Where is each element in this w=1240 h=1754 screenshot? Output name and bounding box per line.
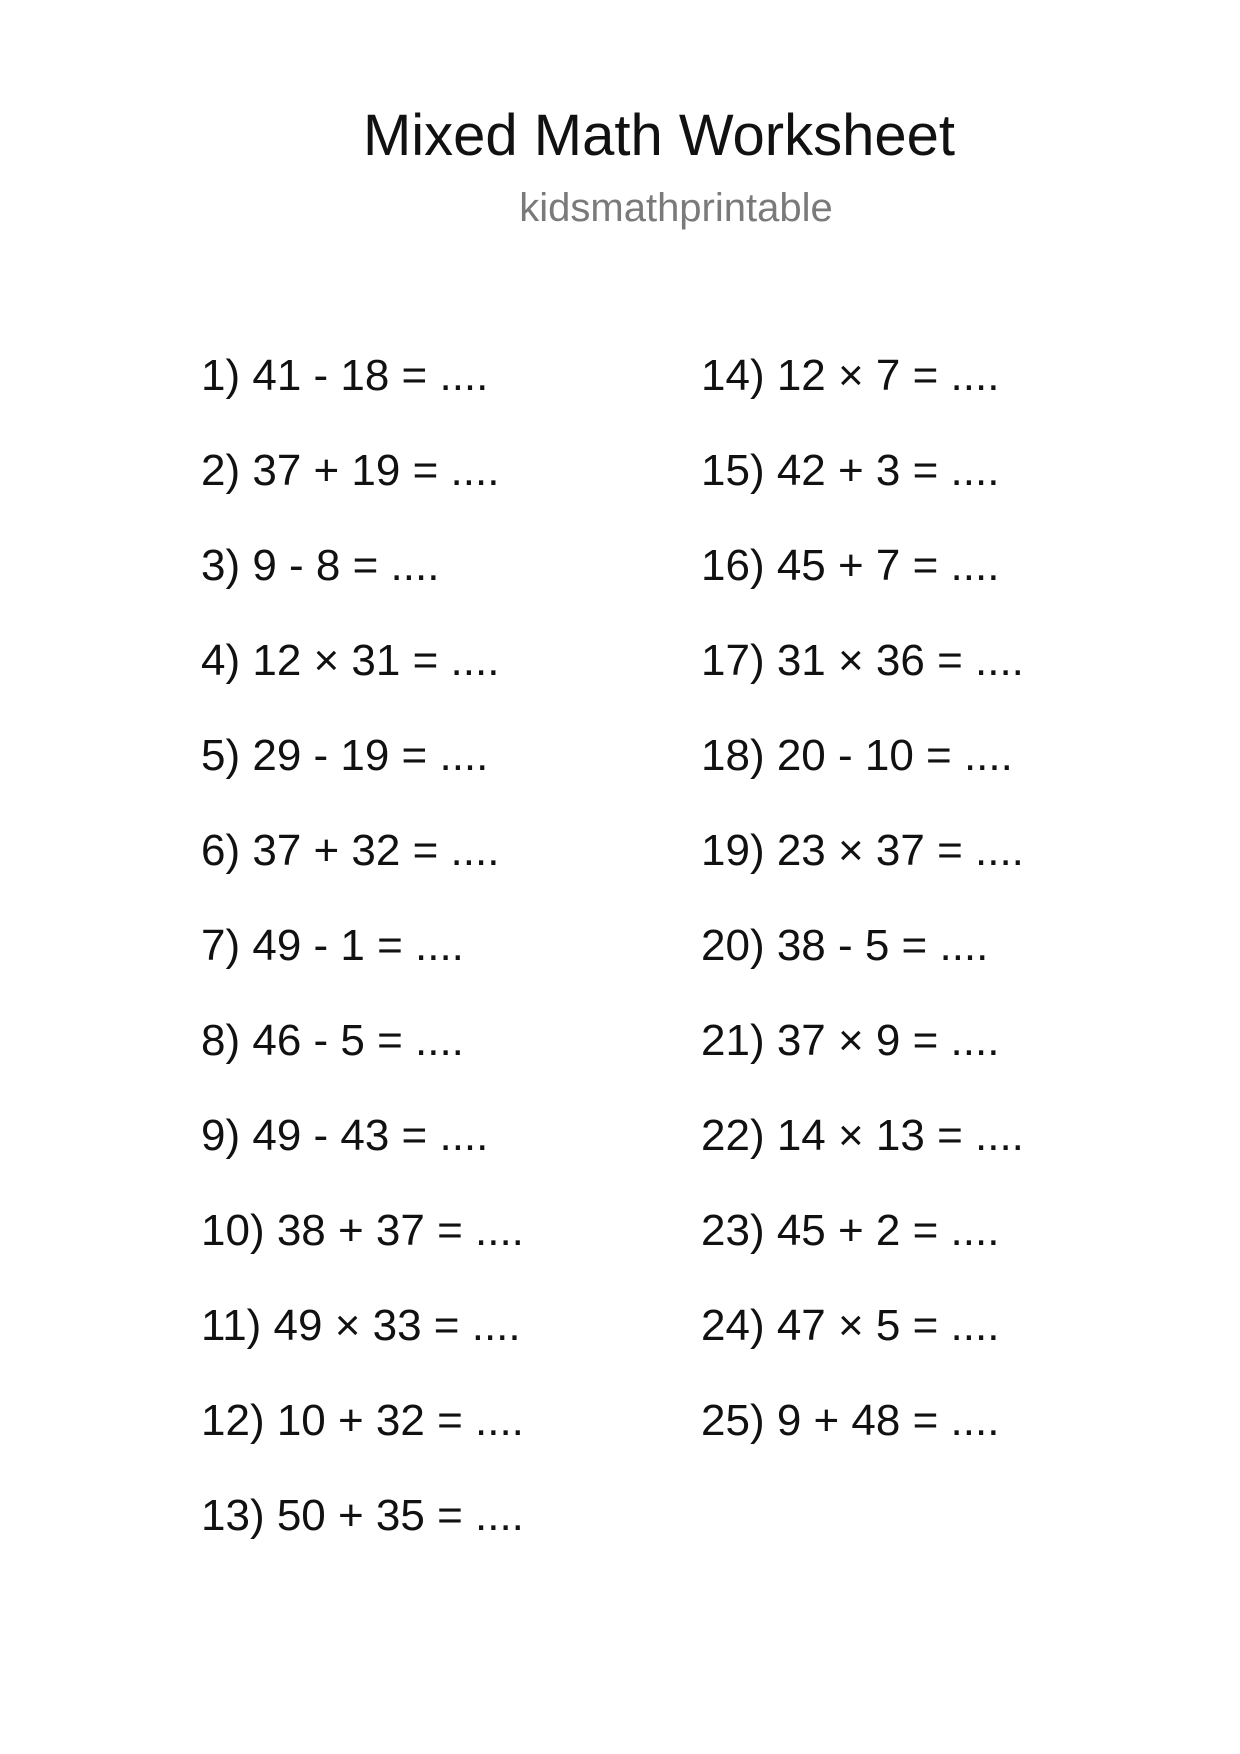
problem-1: 1) 41 - 18 = ....	[201, 351, 489, 400]
problem-10: 10) 38 + 37 = ....	[201, 1206, 524, 1255]
problem-2: 2) 37 + 19 = ....	[201, 446, 500, 495]
problem-18: 18) 20 - 10 = ....	[701, 731, 1013, 780]
problem-11: 11) 49 × 33 = ....	[201, 1301, 521, 1350]
problem-list-left	[201, 350, 524, 1585]
problem-23: 23) 45 + 2 = ....	[701, 1206, 1000, 1255]
problem-24: 24) 47 × 5 = ....	[701, 1301, 1000, 1350]
problem-22: 22) 14 × 13 = ....	[701, 1111, 1024, 1160]
page-subtitle: kidsmathprintable	[519, 186, 833, 230]
problem-4: 4) 12 × 31 = ....	[201, 636, 500, 685]
problem-16: 16) 45 + 7 = ....	[701, 541, 1000, 590]
page-title: Mixed Math Worksheet	[362, 103, 956, 168]
problem-25: 25) 9 + 48 = ....	[701, 1396, 1000, 1445]
problem-6: 6) 37 + 32 = ....	[201, 826, 500, 875]
problem-14: 14) 12 × 7 = ....	[701, 351, 1000, 400]
problem-20: 20) 38 - 5 = ....	[701, 921, 989, 970]
problem-13: 13) 50 + 35 = ....	[201, 1491, 524, 1540]
problem-12: 12) 10 + 32 = ....	[201, 1396, 524, 1445]
problem-list-right	[701, 350, 1024, 1490]
problem-15: 15) 42 + 3 = ....	[701, 446, 1000, 495]
problem-17: 17) 31 × 36 = ....	[701, 636, 1024, 685]
problem-3: 3) 9 - 8 = ....	[201, 541, 440, 590]
problem-7: 7) 49 - 1 = ....	[201, 921, 464, 970]
problem-9: 9) 49 - 43 = ....	[201, 1111, 489, 1160]
problem-8: 8) 46 - 5 = ....	[201, 1016, 464, 1065]
problem-21: 21) 37 × 9 = ....	[701, 1016, 1000, 1065]
problem-5: 5) 29 - 19 = ....	[201, 731, 489, 780]
problem-19: 19) 23 × 37 = ....	[701, 826, 1024, 875]
